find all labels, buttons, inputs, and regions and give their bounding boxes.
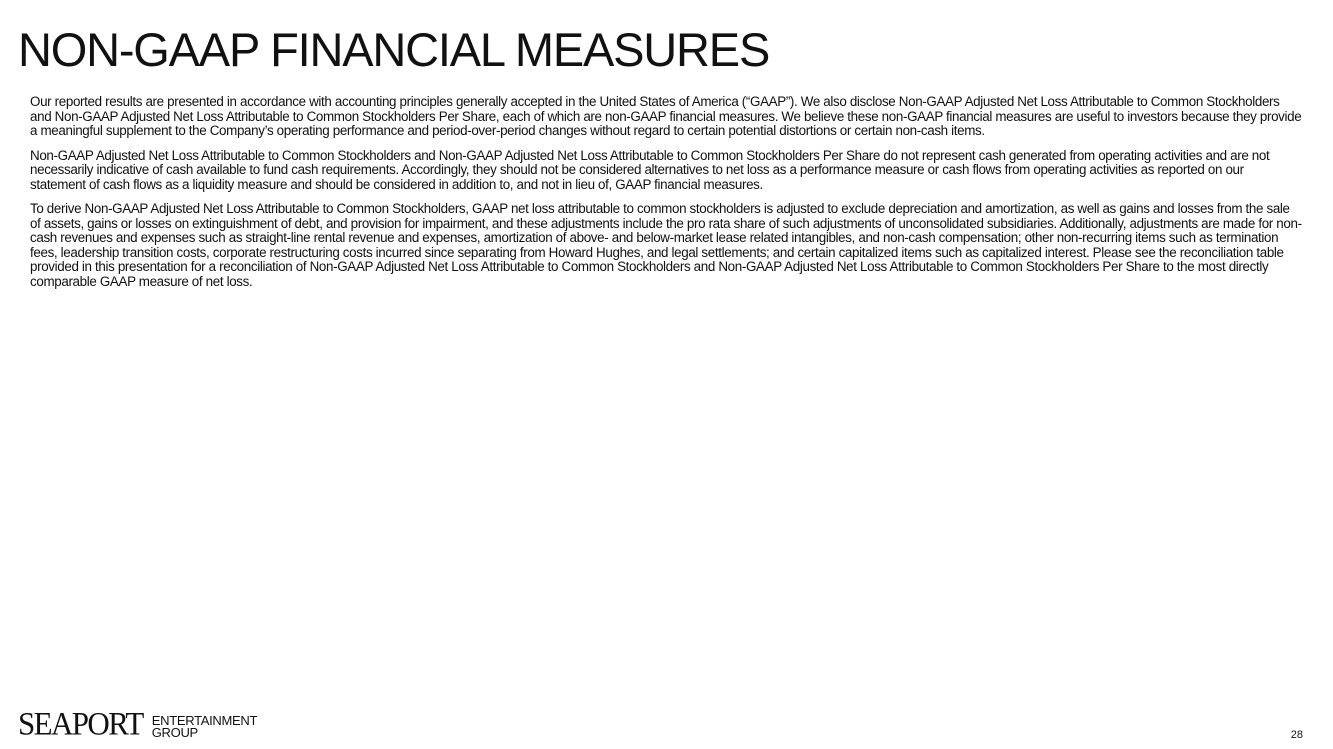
- logo-subtitle-line-1: ENTERTAINMENT: [151, 713, 258, 728]
- logo-subtitle-line-2: GROUP: [151, 724, 198, 740]
- page-number: 28: [1290, 729, 1303, 741]
- body-text: [30, 95, 1302, 299]
- paragraph-derivation: To derive Non-GAAP Adjusted Net Loss Attributable to Common Stockholders, GAAP net loss attributable to common stockholders is adjusted to exclude depreciation and amortization, as well as gains and losses from the sale of assets, gains or losses on extinguishment of debt, and provision for impairment, and these adjustments include the pro rata share of such adjustments of unconsolidated subsidiaries. Additionally, adjustments are made for non-cash revenues and expenses such as straight-line rental revenue and expenses, amortization of above- and below-market lease related intangibles, and non-cash compensation; other non-recurring items such as termination fees, leadership transition costs, corporate restructuring costs incurred since separating from Howard Hughes, and legal settlements; and certain capitalized items such as capitalized interest. Please see the reconciliation table provided in this presentation for a reconciliation of Non-GAAP Adjusted Net Loss Attributable to Common Stockholders and Non-GAAP Adjusted Net Loss Attributable to Common Stockholders Per Share to the most directly comparable GAAP measure of net loss.: [30, 201, 1302, 289]
- page-title: NON-GAAP FINANCIAL MEASURES: [18, 23, 770, 76]
- paragraph-intro: Our reported results are presented in accordance with accounting principles generally accepted in the United States of America (“GAAP”). We also disclose Non-GAAP Adjusted Net Loss Attributable to Common Stockholders and Non-GAAP Adjusted Net Loss Attributable to Common Stockholders Per Share, each of which are non-GAAP financial measures. We believe these non-GAAP financial measures are useful to investors because they provide a meaningful supplement to the Company’s operating performance and period-over-period changes without regard to certain potential distortions or certain non-cash items.: [30, 94, 1302, 138]
- company-logo: [18, 705, 258, 743]
- paragraph-limitations: Non-GAAP Adjusted Net Loss Attributable to Common Stockholders and Non-GAAP Adjusted Net Loss Attributable to Common Stockholders Per Share do not represent cash generated from operating activities and are not necessarily indicative of cash available to fund cash requirements. Accordingly, they should not be considered alternatives to net loss as a performance measure or cash flows from operating activities as reported on our statement of cash flows as a liquidity measure and should be considered in addition to, and not in lieu of, GAAP financial measures.: [30, 147, 1270, 192]
- logo-wordmark: SEAPORT: [18, 705, 143, 743]
- logo-subtitle: [152, 715, 257, 740]
